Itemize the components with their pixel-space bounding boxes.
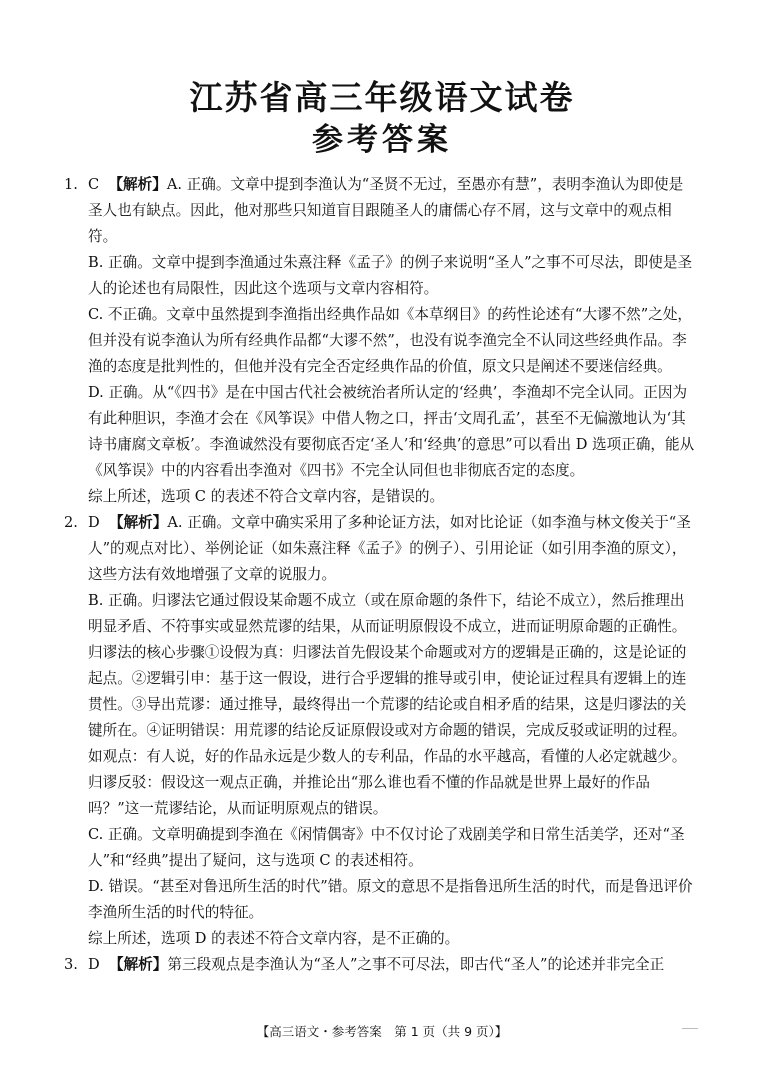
q3-line bbox=[64, 952, 696, 978]
q3-number: 3. bbox=[64, 956, 78, 973]
corner-mark bbox=[682, 1028, 698, 1029]
document-subtitle: 参考答案 bbox=[312, 122, 452, 158]
q1-analysis-tag: 【解析】 bbox=[108, 176, 167, 193]
page-footer: 【高三语文・参考答案 第 1 页（共 9 页）】 bbox=[256, 1024, 508, 1039]
q1-option-d: D. 正确。从“《四书》是在中国古代社会被统治者所认定的‘经典’，李渔却不完全认同。正因为有此种胆识，李渔才会在《风筝误》中借人物之口，抨击‘文周孔孟’，甚至不无偏激地认为‘其诗书庸腐文章板’。李渔诚然没有要彻底否定‘圣人’和‘经典’的意思”可以看出 D 选项正确，能从《风筝误》中的内容看出李渔对《四书》不完全认同但也非彻底否定的态度。 bbox=[88, 384, 695, 479]
q2-analysis-tag: 【解析】 bbox=[108, 514, 168, 531]
q2-option-c: C. 正确。文章明确提到李渔在《闲情偶寄》中不仅讨论了戏剧美学和日常生活美学，还对“圣人”和“经典”提出了疑问，这与选项 C 的表述相符。 bbox=[88, 826, 685, 869]
q1-option-c: C. 不正确。文章中虽然提到李渔指出经典作品如《本草纲目》的药性论述有“大谬不然”之处，但并没有说李渔认为所有经典作品都“大谬不然”，也没有说李渔完全不认同这些经典作品。李渔的态度是批判性的，但他并没有完全否定经典作品的价值，原文只是阐述不要迷信经典。 bbox=[88, 306, 693, 375]
q2-answer: D bbox=[88, 514, 100, 531]
q1-answer: C bbox=[88, 176, 100, 193]
answer-body bbox=[64, 172, 696, 978]
q2-summary: 综上所述，选项 D 的表述不符合文章内容，是不正确的。 bbox=[88, 930, 460, 947]
q2-option-a-text: A. 正确。文章中确实采用了多种论证方法，如对比论证（如李渔与林文俊关于“圣人”的观点对比）、举例论证（如朱熹注释《孟子》的例子）、引用论证（如引用李渔的原文），这些方法有效地增强了文章的说服力。 bbox=[88, 514, 691, 583]
q2-option-d: D. 错误。“甚至对鲁迅所生活的时代”错。原文的意思不是指鲁迅所生活的时代，而是鲁迅评价李渔所生活的时代的特征。 bbox=[88, 878, 693, 921]
q2-option-a bbox=[64, 510, 696, 588]
document-title: 江苏省高三年级语文试卷 bbox=[189, 78, 575, 117]
q1-summary: 综上所述，选项 C 的表述不符合文章内容，是错误的。 bbox=[88, 488, 445, 505]
q1-option-a bbox=[64, 172, 696, 250]
q2-option-b: B. 正确。归谬法它通过假设某命题不成立（或在原命题的条件下，结论不成立），然后推理出明显矛盾、不符事实或显然荒谬的结果，从而证明原假设不成立，进而证明原命题的正确性。归谬法的核心步骤①设假为真：归谬法首先假设某个命题或对方的逻辑是正确的，这是论证的起点。②逻辑引申：基于这一假设，进行合乎逻辑的推导或引申，使论证过程具有逻辑上的连贯性。③导出荒谬：通过推导，最终得出一个荒谬的结论或自相矛盾的结果，这是归谬法的关键所在。④证明错误：用荒谬的结论反证原假设或对方命题的错误，完成反驳或证明的过程。如观点：有人说，好的作品永远是少数人的专利品，作品的水平越高，看懂的人必定就越少。归谬反驳：假设这一观点正确，并推论出“那么谁也看不懂的作品就是世界上最好的作品吗？”这一荒谬结论，从而证明原观点的错误。 bbox=[88, 592, 687, 817]
q1-option-a-text: A. 正确。文章中提到李渔认为“圣贤不无过，至愚亦有慧”，表明李渔认为即使是圣人也有缺点。因此，他对那些只知道盲目跟随圣人的庸儒心存不屑，这与文章中的观点相符。 bbox=[88, 176, 684, 245]
q3-text: 第三段观点是李渔认为“圣人”之事不可尽法，即古代“圣人”的论述并非完全正 bbox=[167, 956, 665, 973]
q1-number: 1. bbox=[64, 176, 78, 193]
q2-number: 2. bbox=[64, 514, 78, 531]
q1-option-b: B. 正确。文章中提到李渔通过朱熹注释《孟子》的例子来说明“圣人”之事不可尽法，即使是圣人的论述也有局限性，因此这个选项与文章内容相符。 bbox=[88, 254, 693, 297]
q3-answer: D bbox=[88, 956, 100, 973]
q3-analysis-tag: 【解析】 bbox=[108, 956, 168, 973]
